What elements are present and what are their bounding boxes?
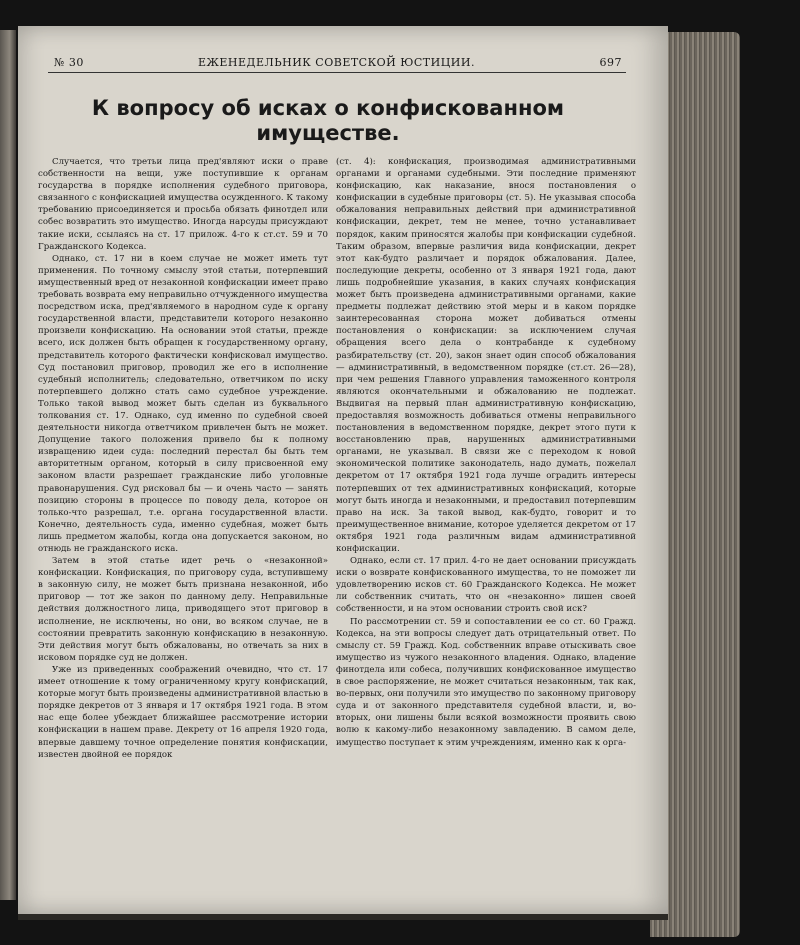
issue-number: № 30	[54, 56, 84, 69]
page-bottom-edge	[18, 914, 668, 920]
paragraph: По рассмотрении ст. 59 и сопоставлении ее со ст. 60 Гражд. Кодекса, на эти вопросы следует дать отрицательный ответ. По смыслу ст. 59 Гражд. Код. собственник вправе отыскивать свое имущество из чужого незаконного владения. Однако, владение финотдела или собеса, получивших конфискованное имущество в свое распоряжение, не может считаться незаконным, так как, во-первых, они получили это имущество по законному приговору суда и от законного представителя судебной власти, и, во-вторых, они лишены были всякой возможности проявить свою волю к какому-либо незаконному завладению. В самом деле, имущество поступает к этим учреждениям, именно как к орга-	[336, 616, 636, 748]
paragraph: (ст. 4): конфискация, производимая административными органами и органами судебными. Эти последние применяют конфискацию, как наказание, внося постановления о конфискации в судебные приговоры (ст. 5). Не указывая способа обжалования неправильных действий при административной конфискации, декрет, тем не менее, точно устанавливает порядок, каким приносятся жалобы при конфискации судебной. Таким образом, впервые различия вида конфискации, декрет этот как-будто различает и порядок обжалования. Далее, последующие декреты, особенно от 3 января 1921 года, дают лишь подробнейшие указания, в каких случаях конфискация может быть произведена административными органами, какие предметы подлежат действию этой меры и в каком порядке заинтересованная сторона может добиваться отмены постановления о конфискации: за исключением случая обращения всего дела о контрабанде к судебному разбирательству (ст. 20), закон знает один способ обжалования — административный, в ведомственном порядке (ст.ст. 26—28), при чем решения Главного управления таможенного контроля являются окончательными и обжалованию не подлежат. Выдвигая на первый план административную конфискацию, предоставляя возможность добиваться отмены неправильного постановления в ведомственном порядке, декрет этого пути к восстановлению прав, нарушенных административными органами, не указывал. В связи же с переходом к новой экономической политике законодатель, надо думать, пожелал декретом от 17 октября 1921 года лучше оградить интересы потерпевших от тех административных конфискаций, которые могут быть иногда и незаконными, и предоставил потерпевшим право на иск. За такой вывод, как-будто, говорит и то преимущественное внимание, которое уделяется декретом от 17 октября 1921 года различным видам административной конфискации.	[336, 157, 636, 554]
right-column	[336, 156, 636, 901]
running-header	[48, 56, 626, 73]
left-page-edge	[0, 30, 16, 900]
paragraph: Однако, если ст. 17 прил. 4-го не дает основании присуждать иски о возврате конфискованного имущества, то не поможет ли удовлетворению исков ст. 60 Гражданского Кодекса. Не может ли собственник считать, что он «незаконно» лишен своей собственности, и на этом основании строить свой иск?	[336, 556, 636, 615]
page-number: 697	[599, 56, 622, 69]
paragraph: Случается, что третьи лица пред'являют иски о праве собственности на вещи, уже поступившие к органам государства в порядке исполнения судебного приговора, связанного с конфискацией имущества осужденного. К такому требованию присоединяется и просьба обязать финотдел или собес возвратить это имущество. Иногда нарсуды присуждают такие иски, ссылаясь на ст. 17 прилож. 4-го к ст.ст. 59 и 70 Гражданского Кодекса.	[38, 157, 328, 252]
left-column	[38, 156, 328, 901]
paragraph: Затем в этой статье идет речь о «незаконной» конфискации. Конфискация, по приговору суда, вступившему в законную силу, не может быть признана незаконной, ибо приговор — тот же закон по данному делу. Неправильные действия должностного лица, приводящего этот приговор в исполнение, не исключены, но они, во всяком случае, не в состоянии превратить законную конфискацию в незаконную. Эти действия могут быть обжалованы, но отвечать за них в исковом порядке суд не должен.	[38, 556, 328, 663]
journal-title: ЕЖЕНЕДЕЛЬНИК СОВЕТСКОЙ ЮСТИЦИИ.	[198, 56, 475, 69]
paragraph: Уже из приведенных соображений очевидно, что ст. 17 имеет отношение к тому ограниченному кругу конфискаций, которые могут быть произведены административной властью в порядке декретов от 3 января и 17 октября 1921 года. В этом нас еще более убеждает ближайшее рассмотрение истории конфискации в нашем праве. Декрету от 16 апреля 1920 года, впервые давшему точное определение понятия конфискации, известен двойной ее порядок	[38, 664, 328, 760]
article-title: К вопросу об исках о конфискованном имуществе.	[91, 96, 565, 145]
journal-page	[18, 26, 668, 914]
paragraph: Однако, ст. 17 ни в коем случае не может иметь тут применения. По точному смыслу этой статьи, потерпевший имущественный вред от незаконной конфискации имеет право требовать возврата ему неправильно отчужденного имущества посредством иска, пред'являемого в народном суде к органу государственной власти, представители которого незаконно произвели конфискацию. На основании этой статьи, прежде всего, иск должен быть обращен к государственному органу, представитель которого фактически конфисковал имущество. Суд постановил приговор, проводил же его в исполнение судебный исполнитель; следовательно, ответчиком по иску потерпевшего должно стать само судебное учреждение. Только такой вывод может быть сделан из буквального толкования ст. 17. Однако, суд именно по судебной своей деятельности никогда ответчиком привлечен быть не может. Допущение такого положения привело бы к полному извращению идеи суда: последний перестал бы быть тем авторитетным органом, который в силу присвоенной ему законом власти разрешает гражданские либо уголовные правонарушения. Суд рисковал бы — и очень часто — занять позицию стороны в процессе по поводу дела, которое он только-что разрешал, т.е. органа государственной власти. Конечно, деятельность суда, именно судебная, может быть лишь предметом жалобы, когда она допускается законом, но отнюдь не гражданского иска.	[38, 253, 328, 554]
